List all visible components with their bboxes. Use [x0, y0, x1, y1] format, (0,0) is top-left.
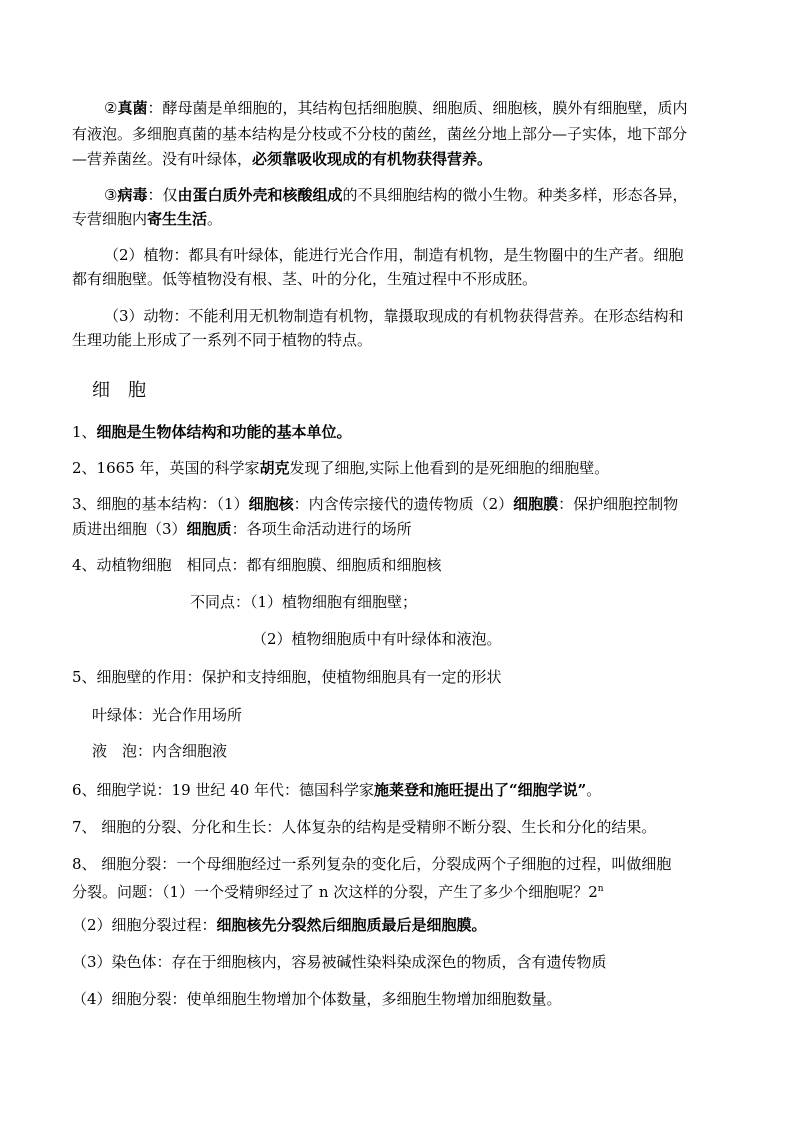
fungi-line-3	[72, 149, 492, 169]
animal-line-1: （3）动物：不能利用无机物制造有机物，靠摄取现成的有机物获得营养。在形态结构和	[104, 307, 684, 325]
virus-text-d: 。	[207, 210, 223, 228]
animal-line-2: 生理功能上形成了一系列不同于植物的特点。	[72, 331, 373, 349]
virus-text-a: ：仅	[147, 186, 178, 204]
section-heading: 细胞	[92, 380, 164, 401]
item-3-line-2	[72, 519, 412, 539]
item-2	[72, 458, 609, 478]
virus-bold-a: 由蛋白质外壳和核酸组成	[177, 186, 343, 204]
fungi-text: ：酵母菌是单细胞的，其结构包括细胞膜、细胞质、细胞核，膜外有细胞壁，质内	[147, 99, 688, 117]
item-3-bold-a: 细胞核	[248, 495, 294, 513]
item-6-bold: 施莱登和施旺提出了“细胞学说”	[374, 781, 587, 799]
plant-line-1: （2）植物：都具有叶绿体，能进行光合作用，制造有机物，是生物圈中的生产者。细胞	[104, 246, 684, 264]
item-2-text-b: 发现了细胞,实际上他看到的是死细胞的细胞壁。	[289, 459, 610, 477]
item-2-bold: 胡克	[259, 459, 290, 477]
item-4-diff-2: （2）植物细胞质中有叶绿体和液泡。	[252, 630, 502, 648]
item-4: 4、动植物细胞 相同点：都有细胞膜、细胞质和细胞核	[72, 556, 442, 574]
item-2-text-a: 2、1665 年，英国的科学家	[72, 459, 260, 477]
item-8-line-1: 8、 细胞分裂：一个母细胞经过一系列复杂的变化后，分裂成两个子细胞的过程，叫做细胞	[72, 855, 672, 873]
item-3-text-d: 质进出细胞（3）	[72, 520, 187, 538]
item-8-p2-bold: 细胞核先分裂然后细胞质最后是细胞膜。	[216, 916, 487, 934]
item-3-bold-b: 细胞膜	[513, 495, 559, 513]
item-1-number: 1、	[72, 423, 97, 441]
plant-line-2: 都有细胞壁。低等植物没有根、茎、叶的分化，生殖过程中不形成胚。	[72, 270, 538, 288]
item-5: 5、细胞壁的作用：保护和支持细胞，使植物细胞具有一定的形状	[72, 668, 502, 686]
item-8-point-4: （4）细胞分裂：使单细胞生物增加个体数量，多细胞生物增加细胞数量。	[72, 990, 562, 1008]
virus-marker: ③	[104, 186, 118, 204]
item-1	[72, 422, 352, 442]
item-6	[72, 780, 601, 800]
item-7: 7、 细胞的分裂、分化和生长：人体复杂的结构是受精卵不断分裂、生长和分化的结果。	[72, 818, 657, 836]
virus-line-2	[72, 209, 222, 229]
item-3-text-a: 3、细胞的基本结构：（1）	[72, 495, 249, 513]
item-8-point-3: （3）染色体：存在于细胞核内，容易被碱性染料染成深色的物质，含有遗传物质	[72, 953, 607, 971]
item-5-chloroplast: 叶绿体：光合作用场所	[92, 706, 243, 724]
fungi-bold-3: 必须靠吸收现成的有机物获得营养。	[252, 150, 493, 168]
fungi-line-1	[104, 98, 687, 118]
item-8-question: 分裂。问题：（1）一个受精卵经过了 n 次这样的分裂，产生了多少个细胞呢？2	[72, 883, 598, 901]
fungi-term: 真菌	[117, 99, 148, 117]
virus-text-c: 专营细胞内	[72, 210, 148, 228]
item-4-diff-1: 不同点：（1）植物细胞有细胞壁；	[190, 593, 418, 611]
fungi-text-3: —营养菌丝。没有叶绿体，	[72, 150, 253, 168]
virus-line-1	[104, 185, 688, 205]
item-8-point-2	[72, 915, 487, 935]
item-1-text: 细胞是生物体结构和功能的基本单位。	[96, 423, 352, 441]
item-3-bold-c: 细胞质	[186, 520, 232, 538]
fungi-line-2: 有液泡。多细胞真菌的基本结构是分枝或不分枝的菌丝，菌丝分地上部分—子实体，地下部分	[72, 125, 688, 143]
item-8-p2-text: （2）细胞分裂过程：	[72, 916, 217, 934]
item-5-vacuole: 液 泡：内含细胞液	[92, 742, 228, 760]
item-3-text-b: ：内含传宗接代的遗传物质（2）	[293, 495, 514, 513]
item-3-line-1	[72, 494, 678, 514]
virus-term: 病毒	[117, 186, 148, 204]
item-3-text-e: ：各项生命活动进行的场所	[231, 520, 412, 538]
item-3-text-c: ：保护细胞控制物	[558, 495, 679, 513]
item-8-exponent: n	[597, 884, 604, 894]
item-6-text-a: 6、细胞学说：19 世纪 40 年代：德国科学家	[72, 781, 375, 799]
item-8-line-2	[72, 879, 604, 902]
virus-text-b: 的不具细胞结构的微小生物。种类多样，形态各异，	[342, 186, 688, 204]
fungi-marker: ②	[104, 99, 118, 117]
item-6-text-b: 。	[586, 781, 602, 799]
virus-bold-b: 寄生生活	[147, 210, 208, 228]
